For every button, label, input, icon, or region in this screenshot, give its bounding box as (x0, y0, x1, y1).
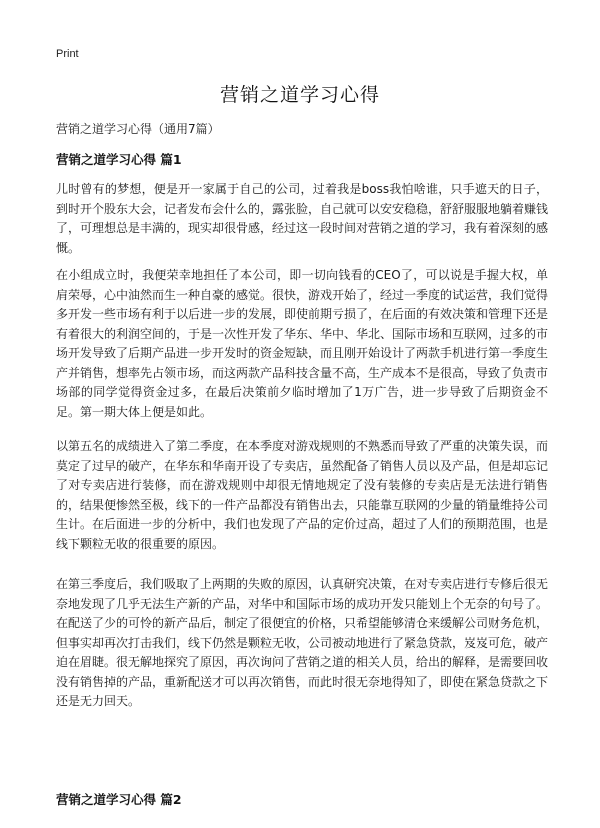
print-link[interactable]: Print (56, 48, 79, 60)
section-heading-1: 营销之道学习心得 篇1 (56, 152, 182, 167)
document-title: 营销之道学习心得 (219, 84, 380, 106)
document-subtitle: 营销之道学习心得（通用7篇） (56, 122, 220, 136)
paragraph-4: 在第三季度后，我们吸取了上两期的失败的原因，认真研究决策，在对专卖店进行专修后很无奈地发现了几乎无法生产新的产品，对华中和国际市场的成功开发只能划上个无奈的句号了。在配送了少的可怜的新产品后，制定了很便宜的价格，只希望能够清仓来缓解公司财务危机，但事实却再次打击我们，线下仍然是颗粒无收，公司被动地进行了紧急贷款，岌岌可危，破产迫在眉睫。很无解地探究了原因，再次询问了营销之道的相关人员，给出的解释，是需要回收没有销售掉的产品，重新配送才可以再次销售，而此时很无奈地得知了，即使在紧急贷款之下还是无力回天。 (56, 577, 549, 708)
paragraph-2: 在小组成立时，我便荣幸地担任了本公司，即一切向钱看的CEO了，可以说是手握大权，单肩荣辱，心中油然而生一种自豪的感觉。很快，游戏开始了，经过一季度的试运营，我们觉得多开发一些市场有利于以后进一步的发展，即使前期亏损了，在后面的有效决策和管理下还是有着很大的利润空间的，于是一次性开发了华东、华中、华北、国际市场和互联网，过多的市场开发导致了后期产品进一步开发时的资金短缺，而且刚开始设计了两款手机进行第一季度生产并销售，想率先占领市场，而这两款产品科技含量不高，生产成本不是很高，导致了负责市场部的同学觉得资金过多，在最后决策前夕临时增加了1万广告，进一步导致了后期资金不足。第一期大体上便是如此。 (56, 268, 549, 419)
paragraph-3: 以第五名的成绩进入了第二季度，在本季度对游戏规则的不熟悉而导致了严重的决策失误，而莫定了过早的破产，在华东和华南开设了专卖店，虽然配备了销售人员以及产品，但是却忘记了对专卖店进行装修，而在游戏规则中却很无情地规定了没有装修的专卖店是无法进行销售的，结果便惨然至极，线下的一件产品都没有销售出去，只能靠互联网的少量的销量维持公司生计。在后面进一步的分析中，我们也发现了产品的定价过高，超过了人们的预期范围，也是线下颗粒无收的很重要的原因。 (56, 439, 549, 551)
section-heading-2: 营销之道学习心得 篇2 (56, 792, 182, 807)
paragraph-1: 儿时曾有的梦想，便是开一家属于自己的公司，过着我是boss我怕啥谁，只手遮天的日子，到时开个股东大会，记者发布会什么的，露张脸，自己就可以安安稳稳，舒舒服服地躺着赚钱了，可理想总是丰满的，现实却很骨感，经过这一段时间对营销之道的学习，我有着深刻的感慨。 (56, 182, 549, 255)
